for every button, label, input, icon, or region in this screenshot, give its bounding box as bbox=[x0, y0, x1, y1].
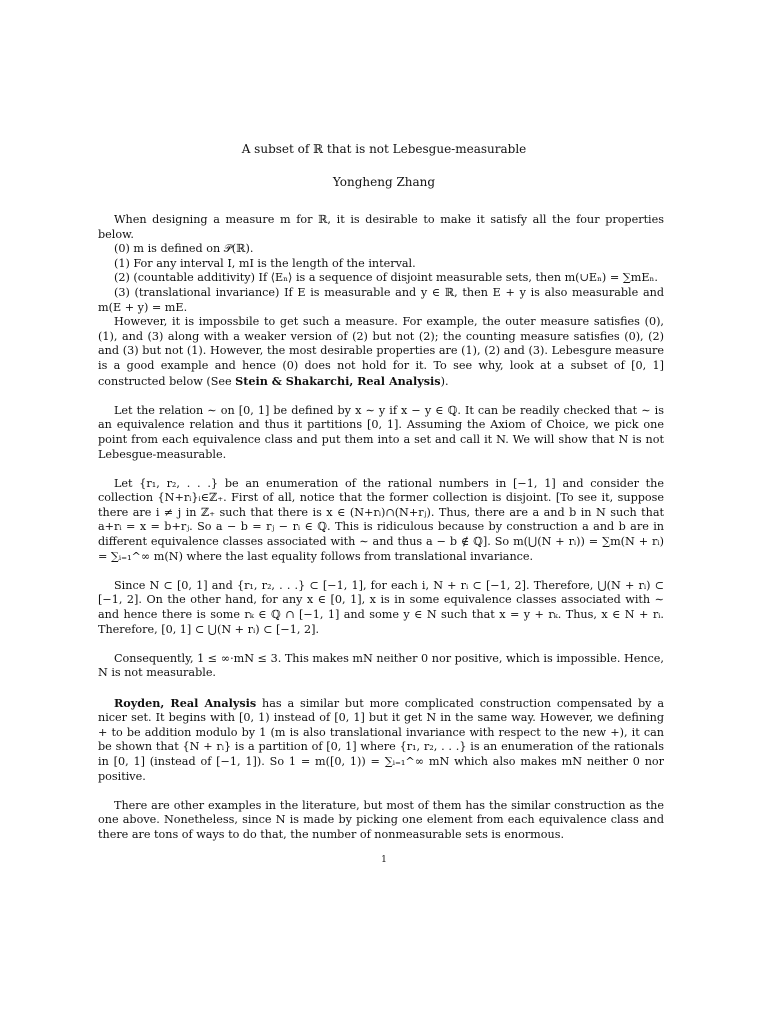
paragraph-text: However, it is impossbile to get such a measure. For example, the outer measure satisfies (0), (1), and (3) along with a weaker version of (2) but not (2); the counting measure satisfies (0), (2) and (3) but not (1). However, the most desirable properties are (1), (2) and (3). Lebesgure measure is a good example and hence (0) does not hold for it. To see why, look at a subset of [0, 1] constructed below (See bbox=[98, 315, 664, 388]
paper-body bbox=[98, 213, 664, 843]
paragraph-text: has a similar but more complicated construction compensated by a nicer set. It begins with [0, 1) instead of [0, 1] but it get N in the same way. However, we defining + to be addition modulo by 1 (m is also translational invariance with respect to the new +), it can be shown that {N + rᵢ} is a partition of [0, 1] where {r₁, r₂, . . .} is an enumeration of the rationals in [0, 1] (instead of [−1, 1]). So 1 = m([0, 1)) = ∑ᵢ₌₁^∞ mN which also makes mN neither 0 nor positive. bbox=[98, 696, 665, 783]
paragraph-containment: Since N ⊂ [0, 1] and {r₁, r₂, . . .} ⊂ [−1, 1], for each i, N + rᵢ ⊂ [−1, 2]. Therefore, ⋃(N + rᵢ) ⊂ [−1, 2]. On the other hand, for any x ∈ [0, 1], x is in some equivalence classes associated with ∼ and hence there is some rₖ ∈ ℚ ∩ [−1, 1] and some y ∈ N such that x = y + rₖ. Thus, x ∈ N + rᵢ. Therefore, [0, 1] ⊂ ⋃(N + rᵢ) ⊂ [−1, 2]. bbox=[98, 578, 664, 636]
property-0: (0) m is defined on 𝒫(ℝ). bbox=[114, 242, 254, 256]
paragraph-impossibility bbox=[98, 315, 664, 389]
paragraph-tail: ). bbox=[440, 374, 449, 388]
property-3: (3) (translational invariance) If E is measurable and y ∈ ℝ, then E + y is also measurable and m(E + y) = mE. bbox=[98, 285, 664, 314]
reference-stein-shakarchi: Stein & Shakarchi, Real Analysis bbox=[235, 373, 441, 388]
paragraph-conclusion: Consequently, 1 ≤ ∞·mN ≤ 3. This makes mN neither 0 nor positive, which is impossible. Hence, N is not measurable. bbox=[98, 651, 664, 680]
paragraph-royden bbox=[98, 696, 664, 785]
intro-line: When designing a measure m for ℝ, it is desirable to make it satisfy all the four properties below. bbox=[98, 213, 664, 241]
property-1: (1) For any interval I, mI is the length of the interval. bbox=[114, 256, 416, 270]
paragraph-enumeration: Let {r₁, r₂, . . .} be an enumeration of the rational numbers in [−1, 1] and consider the collection {N+rᵢ}ᵢ∈ℤ₊. First of all, notice that the former collection is disjoint. [To see it, suppose there are i ≠ j in ℤ₊ such that there is x ∈ (N+rᵢ)∩(N+rⱼ). Thus, there are a and b in N such that a+rᵢ = x = b+rⱼ. So a − b = rⱼ − rᵢ ∈ ℚ. This is ridiculous because by construction a and b are in different equivalence classes associated with ∼ and thus a − b ∉ ℚ]. So m(⋃(N + rᵢ)) = ∑m(N + rᵢ) = ∑ᵢ₌₁^∞ m(N) where the last equality follows from translational invariance. bbox=[98, 476, 664, 563]
page-number: 1 bbox=[381, 855, 387, 865]
paper-title: A subset of ℝ that is not Lebesgue-measurable bbox=[241, 142, 527, 156]
author-name: Yongheng Zhang bbox=[332, 175, 436, 189]
paragraph-relation: Let the relation ∼ on [0, 1] be defined by x ∼ y if x − y ∈ ℚ. It can be readily checked that ∼ is an equivalence relation and thus it partitions [0, 1]. Assuming the Axiom of Choice, we pick one point from each equivalence class and put them into a set and call it N. We will show that N is not Lebesgue-measurable. bbox=[98, 403, 664, 461]
property-2: (2) (countable additivity) If ⟨Eₙ⟩ is a sequence of disjoint measurable sets, then m(∪Eₙ) = ∑mEₙ. bbox=[114, 271, 658, 285]
reference-royden: Royden, Real Analysis bbox=[114, 695, 257, 710]
paragraph-other-examples: There are other examples in the literature, but most of them has the similar construction as the one above. Nonetheless, since N is made by picking one element from each equivalence class and there are tons of ways to do that, the number of nonmeasurable sets is enormous. bbox=[98, 798, 664, 841]
